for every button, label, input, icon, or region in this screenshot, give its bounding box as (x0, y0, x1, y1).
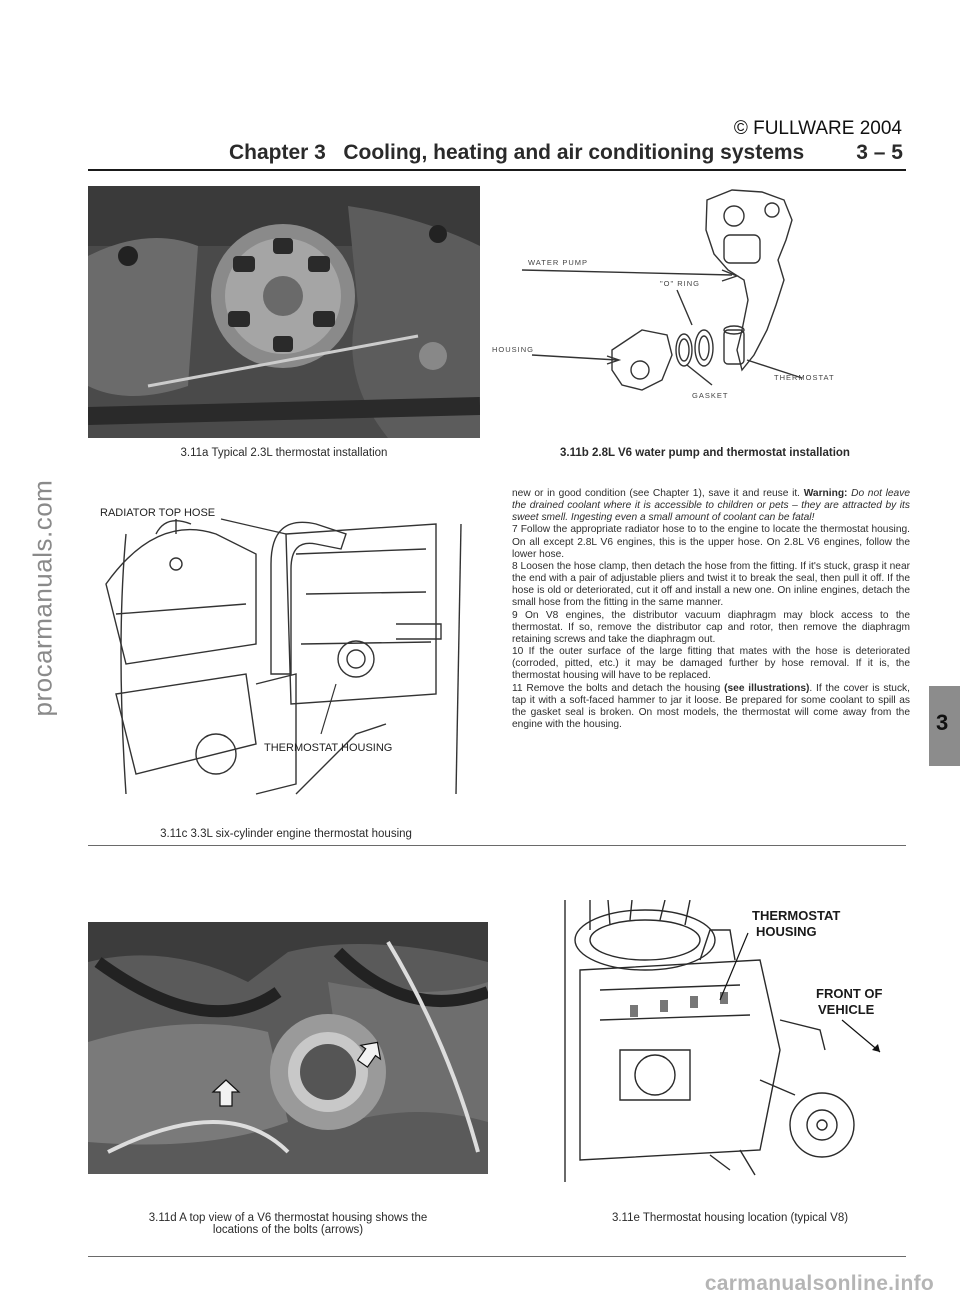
copyright-notice: © FULLWARE 2004 (733, 118, 902, 139)
label-vehicle: VEHICLE (818, 1002, 875, 1017)
label-gasket: GASKET (692, 391, 729, 400)
paragraph-9: 9 On V8 engines, the distributor vacuum diaphragm may block access to the thermostat. If so, remove the distributor cap and rotor, then remove the diaphragm retaining screws and take the diaphragm out. (512, 609, 910, 645)
header-rule (88, 169, 906, 171)
figure-3-11c-caption: 3.11c 3.3L six-cylinder engine thermostat housing (160, 828, 412, 840)
six-cylinder-engine-diagram (96, 494, 476, 824)
paragraph-10: 10 If the outer surface of the large fitting that mates with the hose is deteriorated (corroded, pitted, etc.) it may be damaged further by hose removal. If it is, the thermostat housing will have to be replaced. (512, 646, 910, 682)
label-thermostat: THERMOSTAT (774, 373, 835, 382)
label-thermostat: THERMOSTAT (752, 908, 841, 923)
label-radiator-top-hose: RADIATOR TOP HOSE (100, 507, 216, 519)
figure-3-11a-caption: 3.11a Typical 2.3L thermostat installation (180, 447, 388, 459)
page-number: 3 – 5 (856, 141, 903, 164)
paragraph-11: 11 Remove the bolts and detach the housing (see illustrations). If the cover is stuck, tap it with a soft-faced hammer to jar it loose. Be prepared for some coolant to spill as the gasket seal is broken. On most models, the thermostat will come away from the engine with the housing. (512, 682, 910, 730)
label-housing: HOUSING (492, 345, 535, 354)
figure-3-11e-diagram (560, 900, 900, 1182)
engine-photo-2-3l (88, 186, 480, 438)
caption-line-1: 3.11d A top view of a V6 thermostat housing shows the (148, 1212, 428, 1224)
figure-3-11d-caption (88, 1212, 488, 1236)
paragraph-8: 8 Loosen the hose clamp, then detach the hose from the fitting. If it's stuck, grasp it near the end with a pair of adjustable pliers and twist it to break the seal, then pull it off. If the hose is old or deteriorated, cut it off and install a new one. On inline engines, detach the small hose from the fitting in the same manner. (512, 560, 910, 609)
water-pump-diagram (492, 180, 912, 430)
footer-watermark: carmanualsonline.info (704, 1272, 934, 1295)
footer-rule (88, 1256, 906, 1257)
label-o-ring: "O" RING (660, 279, 700, 288)
figure-3-11b-diagram (492, 180, 912, 430)
paragraph-warning: new or in good condition (see Chapter 1), save it and reuse it. Warning: Do not leave the drained coolant where it is accessible to children or pets – they are attracted by its sweet smell. Ingesting even a small amount of coolant can be fatal! (512, 488, 910, 524)
chapter-title: Chapter 3 Cooling, heating and air conditioning systems (229, 141, 805, 164)
side-watermark: procarmanuals.com (27, 479, 58, 717)
caption-line-2: locations of the bolts (arrows) (212, 1224, 364, 1236)
v6-thermostat-housing-photo (88, 922, 488, 1174)
label-front-of: FRONT OF (816, 986, 883, 1001)
figure-3-11e-caption: 3.11e Thermostat housing location (typical V8) (611, 1212, 849, 1224)
label-housing: HOUSING (756, 924, 817, 939)
section-tab: 3 (929, 686, 960, 766)
figure-3-11d-photo (88, 922, 488, 1174)
figure-3-11a-photo (88, 186, 480, 438)
section-divider (88, 845, 906, 846)
label-water-pump: WATER PUMP (528, 258, 588, 267)
figure-3-11c-diagram (96, 494, 476, 824)
body-text (512, 488, 910, 731)
figure-3-11b-caption: 3.11b 2.8L V6 water pump and thermostat installation (560, 447, 850, 459)
v8-engine-diagram (560, 900, 900, 1182)
paragraph-7: 7 Follow the appropriate radiator hose to to the engine to locate the thermostat housing. On all except 2.8L V6 engines, this is the upper hose. On 2.8L V6 engines, follow the lower hose. (512, 524, 910, 560)
label-thermostat-housing: THERMOSTAT HOUSING (264, 742, 393, 754)
